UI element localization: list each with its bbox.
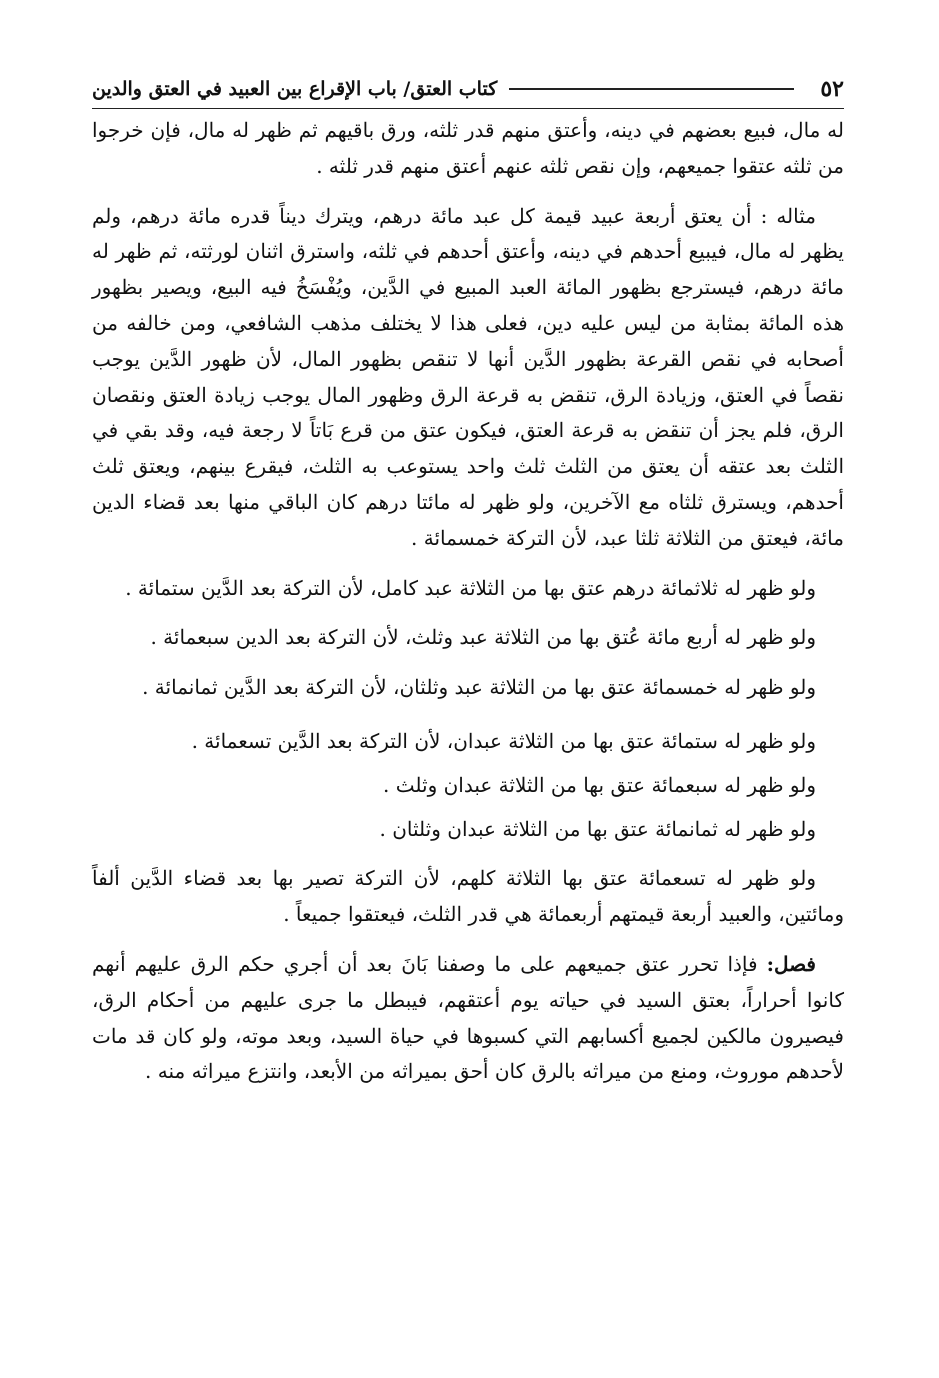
paragraph-case-500: ولو ظهر له خمسمائة عتق بها من الثلاثة عبد وثلثان، لأن التركة بعد الدَّين ثمانمائة . [142,675,816,700]
paragraph-case-600: ولو ظهر له ستمائة عتق بها من الثلاثة عبدان، لأن التركة بعد الدَّين تسعمائة . [191,728,816,753]
page-number: ٥٢ [820,76,844,102]
paragraph-case-300: ولو ظهر له ثلاثمائة درهم عتق بها من الثلاثة عبد كامل، لأن التركة بعد الدَّين ستمائة . [125,575,816,600]
paragraph-case-900: ولو ظهر له تسعمائة عتق بها الثلاثة كلهم، لأن التركة تصير بها بعد قضاء الدَّين ألفاً ومائتين، والعبيد أربعة قيمتهم أربعمائة هي قدر الثلث، فيعتقوا جميعاً . [92,866,844,927]
fasl-label: فصل: [766,951,816,976]
header-rule [509,88,794,90]
paragraph-case-700: ولو ظهر له سبعمائة عتق بها من الثلاثة عبدان وثلث . [383,772,816,797]
paragraph-fasl [92,947,844,1090]
page-body [92,113,844,1090]
running-title: كتاب العتق/ باب الإقراع بين العبيد في العتق والدين [92,78,498,100]
paragraph-continuation: له مال، فبيع بعضهم في دينه، وأعتق منهم قدر ثلثه، ورق باقيهم ثم ظهر له مال، فإن خرجوا من ثلثه عتقوا جميعهم، وإن نقص ثلثه عنهم أعتق منهم قدر ثلثه . [92,118,844,178]
paragraph-case-800: ولو ظهر له ثمانمائة عتق بها من الثلاثة عبدان وثلثان . [379,816,816,841]
paragraph-case-400: ولو ظهر له أربع مائة عُتق بها من الثلاثة عبد وثلث، لأن التركة بعد الدين سبعمائة . [150,625,816,650]
book-page [92,72,844,1090]
fasl-text: فإذا تحرر عتق جميعهم على ما وصفنا بَانَ بعد أن أجري حكم الرق عليهم أنهم كانوا أحراراً، بعتق السيد في حياته يوم أعتقهم، فيبطل ما جرى عليهم من أحكام الرق، فيصيرون مالكين لجميع أكسابهم التي كسبوها في حياة السيد، وبعد موته، ولو كان قد مات لأحدهم موروث، ومنع من ميراثه بالرق كان أحق بميراثه من الأبعد، وانتزع ميراثه منه . [92,951,844,1084]
paragraph-example: مثاله : أن يعتق أربعة عبيد قيمة كل عبد مائة درهم، ويترك ديناً قدره مائة درهم، ولم يظهر له مال، فيبيع أحدهم في دينه، وأعتق أحدهم في ثلثه، واسترق اثنان لورثته، ثم ظهر له مائة درهم، فيسترجع بظهور المائة العبد المبيع في الدَّين، ويُفْسَخُ فيه البيع، ويصير بظهور هذه المائة بمثابة من ليس عليه دين، فعلى هذا لا يختلف مذهب الشافعي، ومن خالفه من أصحابه في نقص القرعة بظهور الدَّين أنها لا تنقص بظهور المال، لأن ظهور الدَّين يوجب نقصاً في العتق، وزيادة الرق، تنقض به قرعة الرق وظهور المال يوجب زيادة العتق ونقصان الرق، فلم يجز أن تنقض به قرعة العتق، فيكون عتق من قرع بَاتاً لا رجعة فيه، وقد بقي في الثلث بعد عتقه أن يعتق من الثلث ثلث واحد يستوعب به الثلث، فيقرع بينهم، ويعتق ثلث أحدهم، ويسترق ثلثاه مع الآخرين، ولو ظهر له مائتا درهم كان الباقي منها بعد قضاء الدين مائة، فيعتق من الثلاثة ثلثا عبد، لأن التركة خمسمائة . [92,203,844,550]
page-header [92,72,844,109]
